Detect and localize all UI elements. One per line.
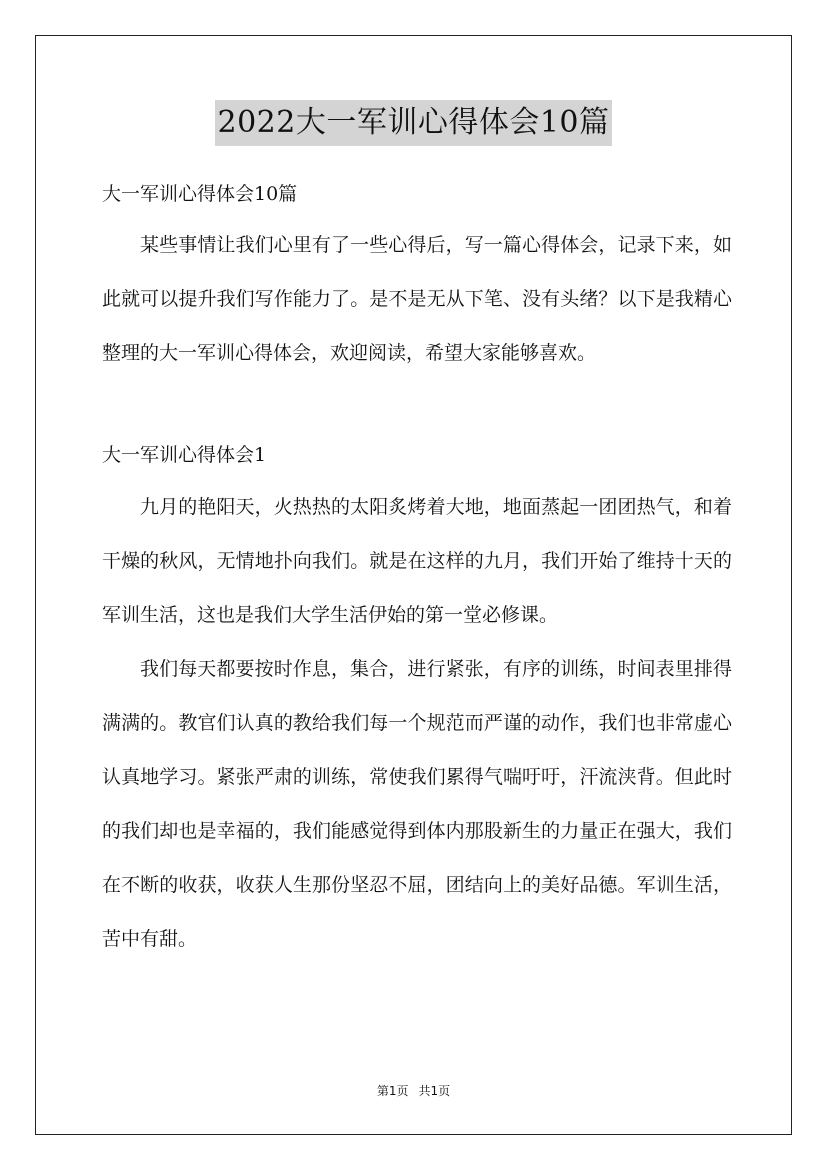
- section-spacer: [102, 380, 732, 430]
- document-title: 2022大一军训心得体会10篇: [215, 100, 611, 146]
- body-paragraph-1: 九月的艳阳天，火热热的太阳炙烤着大地，地面蒸起一团团热气，和着干燥的秋风，无情地扑向我们。就是在这样的九月，我们开始了维持十天的军训生活，这也是我们大学生活伊始的第一堂必修课。: [102, 496, 732, 626]
- document-subtitle: 大一军训心得体会10篇: [102, 183, 298, 205]
- section-heading: 大一军训心得体会1: [102, 444, 267, 466]
- page-footer: [0, 1082, 827, 1099]
- title-container: [0, 100, 827, 146]
- page-number-current: 第1页: [376, 1084, 409, 1098]
- document-body: [102, 170, 732, 966]
- intro-paragraph: 某些事情让我们心里有了一些心得后，写一篇心得体会，记录下来，如此就可以提升我们写作能力了。是不是无从下笔、没有头绪？以下是我精心整理的大一军训心得体会，欢迎阅读，希望大家能够喜欢。: [102, 234, 732, 364]
- body-paragraph-2: 我们每天都要按时作息，集合，进行紧张，有序的训练，时间表里排得满满的。教官们认真的教给我们每一个规范而严谨的动作，我们也非常虚心认真地学习。紧张严肃的训练，常使我们累得气喘吁吁，汗流浃背。但此时的我们却也是幸福的，我们能感觉得到体内那股新生的力量正在强大，我们在不断的收获，收获人生那份坚忍不屈，团结向上的美好品德。军训生活，苦中有甜。: [102, 658, 732, 950]
- page-number-total: 共1页: [418, 1084, 451, 1098]
